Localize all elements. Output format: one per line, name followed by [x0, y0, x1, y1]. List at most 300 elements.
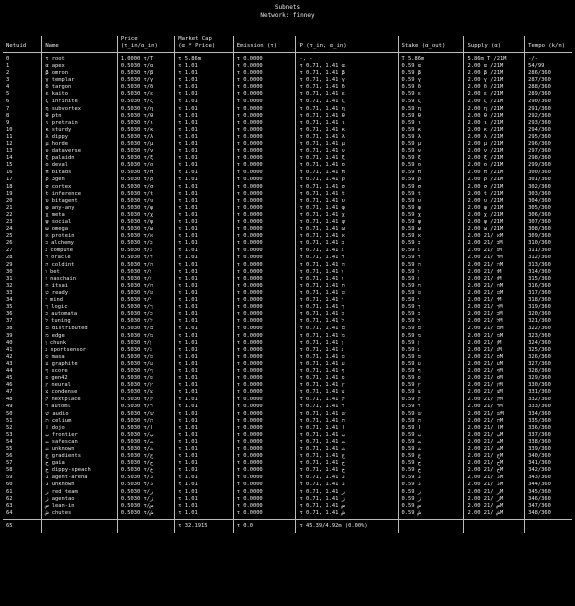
tempo-cell: 295/360	[525, 134, 572, 141]
market-cap-cell: τ 1.01	[175, 347, 233, 354]
supply-cell: 2.00 כ /21M	[464, 311, 525, 318]
supply-cell: 2.00 ס /21M	[464, 354, 525, 361]
netuid-cell: 54	[6, 439, 13, 445]
tempo-cell: 305/360	[525, 205, 572, 212]
netuid-cell: 53	[6, 431, 13, 438]
tempo-cell: 319/360	[525, 304, 572, 311]
price-cell: 0.5030 τ/ε	[117, 91, 174, 98]
table-row	[3, 191, 572, 198]
supply-cell: 2.00 β /21M	[464, 70, 525, 77]
stake-cell: 0.59 ף	[398, 368, 464, 375]
emission-cell: τ 0.0000	[233, 269, 296, 276]
tempo-cell: 290/360	[525, 99, 572, 106]
emission-cell: τ 0.0000	[233, 276, 296, 283]
netuid-cell: 40	[6, 339, 13, 346]
emission-cell: τ 0.0000	[233, 446, 296, 453]
total-market-cap-cell: τ 32.1915	[175, 520, 233, 534]
market-cap-cell: τ 1.01	[175, 240, 233, 247]
netuid-cell: 61	[6, 488, 13, 495]
market-cap-cell: τ 1.01	[175, 482, 233, 489]
tempo-cell: 293/360	[525, 120, 572, 127]
name-cell: ρ 3gen	[42, 177, 118, 184]
pool-cell: τ 0.71, 1.41 t	[296, 191, 398, 198]
market-cap-cell: τ 1.01	[175, 262, 233, 269]
price-cell: 0.5030 τ/ז	[117, 276, 174, 283]
col-price-label: Price (τ_in/α_in)	[120, 36, 158, 49]
supply-cell: 2.00 α /21M	[464, 63, 525, 70]
supply-cell: 2.00 ج /21M	[464, 453, 525, 460]
emission-cell: τ 0.0000	[233, 155, 296, 162]
tempo-cell: 309/360	[525, 233, 572, 240]
emission-cell: τ 0.0000	[233, 475, 296, 482]
price-cell: 0.5030 τ/ذ	[117, 482, 174, 489]
supply-cell: 2.00 σ /21M	[464, 184, 525, 191]
price-cell: 0.5030 τ/θ	[117, 113, 174, 120]
table-row	[3, 326, 572, 333]
pool-cell: τ 0.71, 1.41 נ	[296, 347, 398, 354]
price-cell: 0.5030 τ/ע	[117, 361, 174, 368]
pool-cell: τ 0.71, 1.41 ح	[296, 460, 398, 467]
market-cap-cell: τ 1.01	[175, 141, 233, 148]
table-row	[3, 205, 572, 212]
stake-cell: 0.59 ε	[398, 91, 464, 98]
market-cap-cell: τ 1.01	[175, 170, 233, 177]
emission-cell: τ 0.0000	[233, 240, 296, 247]
netuid-cell: 43	[6, 361, 13, 367]
market-cap-cell: τ 1.01	[175, 184, 233, 191]
netuid-cell: 26	[6, 240, 13, 247]
market-cap-cell: τ 1.01	[175, 91, 233, 98]
stake-cell: 0.59 ν	[398, 148, 464, 155]
price-cell: 0.5030 τ/ר	[117, 404, 174, 411]
netuid-cell: 36	[6, 311, 13, 318]
supply-cell: 2.00 ע /21M	[464, 361, 525, 368]
stake-cell: 0.59 ξ	[398, 155, 464, 162]
netuid-cell: 19	[6, 190, 13, 197]
market-cap-cell: τ 1.01	[175, 375, 233, 382]
header-row	[3, 36, 572, 53]
tempo-cell: 325/360	[525, 347, 572, 354]
name-cell: υ bitagent	[42, 198, 118, 205]
table-row	[3, 248, 572, 255]
price-cell: 0.5030 τ/ρ	[117, 177, 174, 184]
stake-cell: 0.59 ם	[398, 326, 464, 333]
supply-cell: 2.00 γ /21M	[464, 77, 525, 84]
name-cell: נ sportsensor	[42, 347, 118, 354]
price-cell: 0.5030 τ/י	[117, 297, 174, 304]
table-row	[3, 489, 572, 496]
market-cap-cell: τ 1.01	[175, 106, 233, 113]
name-cell: ذ unknown	[42, 482, 118, 489]
pool-cell: τ 0.71, 1.41 מ	[296, 333, 398, 340]
emission-cell: τ 0.0000	[233, 311, 296, 318]
stake-cell: 0.59 ψ	[398, 219, 464, 226]
supply-cell: 2.00 ο /21M	[464, 162, 525, 169]
name-cell: ט ready	[42, 290, 118, 297]
market-cap-cell: τ 1.01	[175, 368, 233, 375]
tempo-cell: 346/360	[525, 496, 572, 503]
table-row	[3, 496, 572, 503]
price-cell: 0.5030 τ/σ	[117, 184, 174, 191]
table-row	[3, 141, 572, 148]
supply-cell: 2.00 ד /21M	[464, 255, 525, 262]
emission-cell: τ 0.0000	[233, 255, 296, 262]
market-cap-cell: τ 1.01	[175, 162, 233, 169]
name-cell: ז naschain	[42, 276, 118, 283]
emission-cell: τ 0.0000	[233, 489, 296, 496]
table-row	[3, 425, 572, 432]
price-cell: 0.5030 τ/ף	[117, 368, 174, 375]
emission-cell: τ 0.0000	[233, 496, 296, 503]
market-cap-cell: τ 1.01	[175, 212, 233, 219]
table-row	[3, 354, 572, 361]
name-cell: ح gaia	[42, 460, 118, 467]
price-cell: 0.5030 τ/η	[117, 106, 174, 113]
emission-cell: τ 0.0000	[233, 219, 296, 226]
emission-cell: τ 0.0000	[233, 411, 296, 418]
market-cap-cell: τ 1.01	[175, 340, 233, 347]
emission-cell: τ 0.0000	[233, 170, 296, 177]
stake-cell: 0.59 ר	[398, 404, 464, 411]
netuid-cell: 23	[6, 219, 13, 225]
stake-cell: 0.59 נ	[398, 347, 464, 354]
emission-cell: τ 0.0000	[233, 482, 296, 489]
stake-cell: 0.59 מ	[398, 333, 464, 340]
netuid-cell: 21	[6, 204, 13, 211]
price-cell: 0.5030 τ/ا	[117, 425, 174, 432]
name-cell: ו bet	[42, 269, 118, 276]
market-cap-cell: τ 1.01	[175, 475, 233, 482]
netuid-cell: 39	[6, 332, 13, 339]
table-row	[3, 382, 572, 389]
price-cell: 0.5030 τ/ב	[117, 240, 174, 247]
supply-cell: 2.00 נ /21M	[464, 347, 525, 354]
market-cap-cell: τ 1.01	[175, 411, 233, 418]
stake-cell: 0.59 ر	[398, 489, 464, 496]
pool-cell: τ 0.71, 1.41 θ	[296, 113, 398, 120]
stake-cell: 0.59 ι	[398, 120, 464, 127]
name-cell: μ horde	[42, 141, 118, 148]
market-cap-cell: τ 1.01	[175, 255, 233, 262]
emission-cell: τ 0.0000	[233, 326, 296, 333]
price-cell: 0.5030 τ/ו	[117, 269, 174, 276]
name-cell: א protein	[42, 233, 118, 240]
supply-cell: 2.00 פ /21M	[464, 375, 525, 382]
emission-cell: τ 0.0000	[233, 404, 296, 411]
pool-cell: τ 0.71, 1.41 ι	[296, 120, 398, 127]
emission-cell: τ 0.0000	[233, 106, 296, 113]
price-cell: 0.5030 τ/ס	[117, 354, 174, 361]
supply-cell: 2.00 ε /21M	[464, 91, 525, 98]
stake-cell: 0.59 δ	[398, 84, 464, 91]
table-row	[3, 276, 572, 283]
name-cell: φ any-any	[42, 205, 118, 212]
market-cap-cell: τ 1.01	[175, 113, 233, 120]
table-row	[3, 53, 572, 64]
emission-cell: τ 0.0000	[233, 389, 296, 396]
tempo-cell: 311/360	[525, 248, 572, 255]
market-cap-cell: τ 1.01	[175, 460, 233, 467]
name-cell: د agent-arena	[42, 475, 118, 482]
pool-cell: τ 0.71, 1.41 פ	[296, 375, 398, 382]
stake-cell: 0.59 ל	[398, 318, 464, 325]
supply-cell: 2.00 ξ /21M	[464, 155, 525, 162]
stake-cell: 0.59 χ	[398, 212, 464, 219]
supply-cell: 2.00 ץ /21M	[464, 382, 525, 389]
total-pool-cell: τ 45.39/4.92m (0.00%)	[296, 520, 398, 534]
pool-cell: τ 0.71, 1.41 ש	[296, 411, 398, 418]
emission-cell: τ 0.0000	[233, 453, 296, 460]
tempo-cell: 289/360	[525, 91, 572, 98]
netuid-cell: 13	[6, 148, 13, 155]
stake-cell: 0.59 β	[398, 70, 464, 77]
pool-cell: τ 0.71, 1.41 λ	[296, 134, 398, 141]
market-cap-cell: τ 1.01	[175, 191, 233, 198]
table-row	[3, 333, 572, 340]
pool-cell: τ 0.71, 1.41 μ	[296, 141, 398, 148]
table-row	[3, 106, 572, 113]
name-cell: ח itsai	[42, 283, 118, 290]
supply-cell: 2.00 ו /21M	[464, 269, 525, 276]
market-cap-cell: τ 1.01	[175, 127, 233, 134]
name-cell: ן chunk	[42, 340, 118, 347]
tempo-cell: 339/360	[525, 446, 572, 453]
emission-cell: τ 0.0000	[233, 63, 296, 70]
tempo-cell: 304/360	[525, 198, 572, 205]
stake-cell: Τ 5.86m	[398, 53, 464, 64]
table-row	[3, 91, 572, 98]
market-cap-cell: τ 1.01	[175, 219, 233, 226]
supply-cell: 2.00 ב /21M	[464, 240, 525, 247]
tempo-cell: 318/360	[525, 297, 572, 304]
supply-cell: 2.00 ν /21M	[464, 148, 525, 155]
pool-cell: τ 0.71, 1.41 ش	[296, 510, 398, 520]
market-cap-cell: τ 1.01	[175, 134, 233, 141]
supply-cell: 2.00 מ /21M	[464, 333, 525, 340]
netuid-cell: 6	[6, 98, 10, 105]
market-cap-cell: τ 1.01	[175, 226, 233, 233]
emission-cell: τ 0.0000	[233, 53, 296, 64]
table-row	[3, 120, 572, 127]
market-cap-cell: τ 1.01	[175, 276, 233, 283]
stake-cell: 0.59 γ	[398, 77, 464, 84]
emission-cell: τ 0.0000	[233, 233, 296, 240]
stake-cell: 0.59 ح	[398, 460, 464, 467]
total-emission-cell: τ 0.0	[233, 520, 296, 534]
table-row	[3, 446, 572, 453]
name-cell: ε kaito	[42, 91, 118, 98]
supply-cell: 2.00 ψ /21M	[464, 219, 525, 226]
netuid-cell: 52	[6, 424, 13, 431]
name-cell: t inference	[42, 191, 118, 198]
market-cap-cell: τ 1.01	[175, 155, 233, 162]
price-cell: 0.5030 τ/ש	[117, 411, 174, 418]
table-row	[3, 84, 572, 91]
pool-cell: τ 0.71, 1.41 ξ	[296, 155, 398, 162]
supply-cell: 2.00 ה /21M	[464, 262, 525, 269]
pool-cell: τ 0.71, 1.41 ז	[296, 276, 398, 283]
col-netuid: Netuid	[3, 36, 42, 53]
table-row	[3, 134, 572, 141]
stake-cell: 0.59 ק	[398, 397, 464, 404]
tempo-cell: 301/360	[525, 177, 572, 184]
emission-cell: τ 0.0000	[233, 347, 296, 354]
netuid-cell: 0	[6, 55, 10, 62]
market-cap-cell: τ 1.01	[175, 382, 233, 389]
market-cap-cell: τ 1.01	[175, 510, 233, 520]
table-row	[3, 475, 572, 482]
table-row	[3, 127, 572, 134]
table-row	[3, 212, 572, 219]
price-cell: 0.5030 τ/ζ	[117, 99, 174, 106]
name-cell: χ meta	[42, 212, 118, 219]
tempo-cell: 326/360	[525, 354, 572, 361]
network-label: Network: finney	[260, 12, 315, 19]
pool-cell: τ 0.71, 1.41 ر	[296, 489, 398, 496]
netuid-cell: 45	[6, 375, 13, 382]
tempo-cell: 340/360	[525, 453, 572, 460]
price-cell: 0.5030 τ/ץ	[117, 382, 174, 389]
supply-cell: 2.00 ι /21M	[464, 120, 525, 127]
market-cap-cell: τ 1.01	[175, 404, 233, 411]
name-cell: ת celium	[42, 418, 118, 425]
tempo-cell: 342/360	[525, 467, 572, 474]
pool-cell: τ 0.71, 1.41 ב	[296, 240, 398, 247]
price-cell: 0.5030 τ/ך	[117, 304, 174, 311]
table-row	[3, 397, 572, 404]
name-cell: خ dippy-speach	[42, 467, 118, 474]
stake-cell: 0.59 ץ	[398, 382, 464, 389]
name-cell: ب frontier	[42, 432, 118, 439]
market-cap-cell: τ 5.86m	[175, 53, 233, 64]
tempo-cell: 334/360	[525, 411, 572, 418]
table-row	[3, 389, 572, 396]
tempo-cell: 324/360	[525, 340, 572, 347]
netuid-cell: 48	[6, 396, 13, 403]
netuid-cell: 15	[6, 162, 13, 169]
name-cell: ף score	[42, 368, 118, 375]
netuid-cell: 9	[6, 119, 10, 126]
market-cap-cell: τ 1.01	[175, 205, 233, 212]
total-price-cell	[117, 520, 174, 534]
table-row	[3, 361, 572, 368]
tempo-cell: 343/360	[525, 475, 572, 482]
supply-cell: 2.00 ג /21M	[464, 248, 525, 255]
supply-cell: 2.00 ר /21M	[464, 404, 525, 411]
stake-cell: 0.59 ζ	[398, 99, 464, 106]
stake-cell: 0.59 د	[398, 475, 464, 482]
pool-cell: τ 0.71, 1.41 ز	[296, 496, 398, 503]
name-cell: س lean-in	[42, 503, 118, 510]
name-cell: ם distributed	[42, 326, 118, 333]
col-pool: P (τ_in, α_in)	[296, 36, 398, 53]
name-cell: ץ neural	[42, 382, 118, 389]
tempo-cell: 302/360	[525, 184, 572, 191]
name-cell: η subvortex	[42, 106, 118, 113]
supply-cell: 2.00 س /21M	[464, 503, 525, 510]
market-cap-cell: τ 1.01	[175, 361, 233, 368]
pool-cell: τ 0.71, 1.41 σ	[296, 184, 398, 191]
tempo-cell: 322/360	[525, 326, 572, 333]
emission-cell: τ 0.0000	[233, 84, 296, 91]
tempo-cell: 292/360	[525, 113, 572, 120]
supply-cell: 2.00 ا /21M	[464, 425, 525, 432]
table-row	[3, 269, 572, 276]
table-row	[3, 404, 572, 411]
name-cell: λ dippy	[42, 134, 118, 141]
netuid-cell: 20	[6, 197, 13, 204]
stake-cell: 0.59 א	[398, 233, 464, 240]
price-cell: 1.0000 τ/Τ	[117, 53, 174, 64]
stake-cell: 0.59 λ	[398, 134, 464, 141]
table-row	[3, 432, 572, 439]
price-cell: 0.5030 τ/μ	[117, 141, 174, 148]
netuid-cell: 51	[6, 417, 13, 424]
col-market-cap-label: Market Cap (α * Price)	[178, 36, 216, 49]
stake-cell: 0.59 φ	[398, 205, 464, 212]
table-row	[3, 77, 572, 84]
emission-cell: τ 0.0000	[233, 439, 296, 446]
tempo-cell: 314/360	[525, 269, 572, 276]
supply-cell: 2.00 χ /21M	[464, 212, 525, 219]
col-price	[117, 36, 174, 53]
netuid-cell: 58	[6, 467, 13, 474]
emission-cell: τ 0.0000	[233, 77, 296, 84]
pool-cell: τ 0.71, 1.41 ע	[296, 361, 398, 368]
price-cell: 0.5030 τ/د	[117, 475, 174, 482]
netuid-cell: 57	[6, 460, 13, 467]
netuid-cell: 55	[6, 446, 13, 452]
table-row	[3, 170, 572, 177]
emission-cell: τ 0.0000	[233, 290, 296, 297]
col-supply: Supply (α)	[464, 36, 525, 53]
netuid-cell: 17	[6, 176, 13, 183]
netuid-cell: 16	[6, 169, 13, 176]
pool-cell: τ 0.71, 1.41 ט	[296, 290, 398, 297]
pool-cell: τ 0.71, 1.41 י	[296, 297, 398, 304]
name-cell: ר automl	[42, 404, 118, 411]
market-cap-cell: τ 1.01	[175, 198, 233, 205]
col-market-cap	[175, 36, 233, 53]
netuid-cell: 7	[6, 105, 10, 112]
name-cell: ث unknown	[42, 446, 118, 453]
tempo-cell: 294/360	[525, 127, 572, 134]
table-row	[3, 177, 572, 184]
price-cell: 0.5030 τ/ش	[117, 510, 174, 520]
table-row	[3, 375, 572, 382]
table-row	[3, 99, 572, 106]
name-cell: ι pretrain	[42, 120, 118, 127]
table-row	[3, 347, 572, 354]
tempo-cell: 347/360	[525, 503, 572, 510]
stake-cell: 0.59 ا	[398, 425, 464, 432]
total-supply-cell	[464, 520, 525, 534]
supply-cell: 2.00 ת /21M	[464, 418, 525, 425]
tempo-cell: 341/360	[525, 460, 572, 467]
tempo-cell: 54/99	[525, 63, 572, 70]
market-cap-cell: τ 1.01	[175, 397, 233, 404]
netuid-cell: 34	[6, 297, 13, 304]
name-cell: ت safescan	[42, 439, 118, 446]
tempo-cell: 327/360	[525, 361, 572, 368]
emission-cell: τ 0.0000	[233, 510, 296, 520]
pool-cell: τ 0.71, 1.41 ζ	[296, 99, 398, 106]
table-row	[3, 233, 572, 240]
stake-cell: 0.59 ω	[398, 226, 464, 233]
price-cell: 0.5030 τ/ט	[117, 290, 174, 297]
market-cap-cell: τ 1.01	[175, 425, 233, 432]
table-row	[3, 418, 572, 425]
